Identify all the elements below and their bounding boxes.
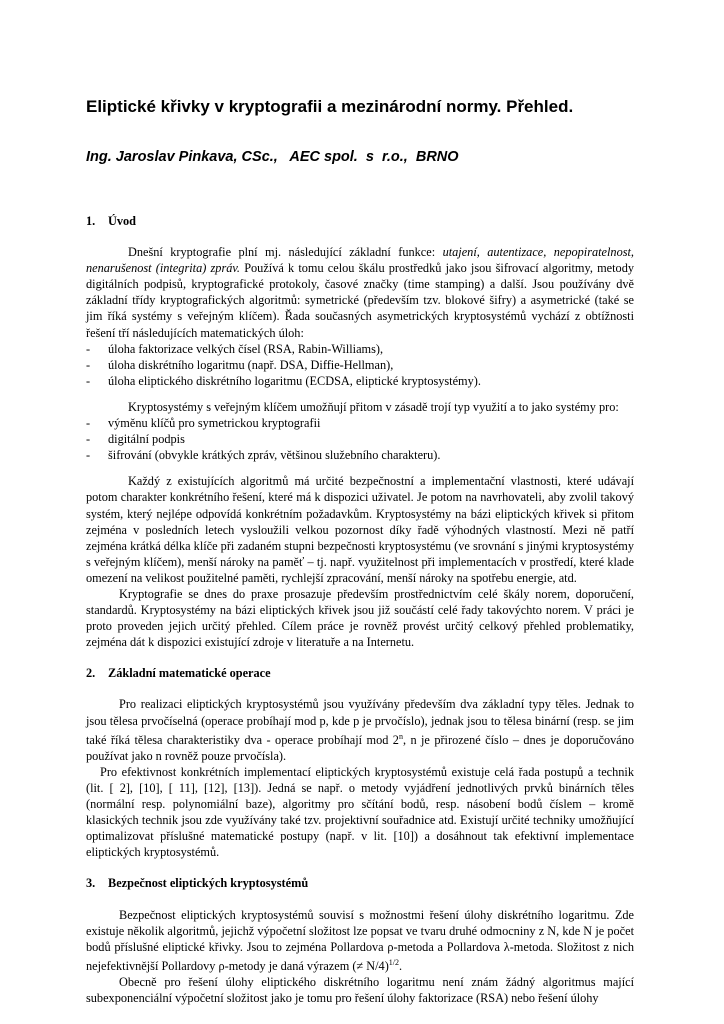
section-number: 2. — [86, 666, 96, 681]
document-body — [86, 213, 634, 1006]
section-number: 1. — [86, 214, 96, 228]
bullet-list — [86, 341, 634, 389]
list-item: - digitální podpis — [86, 432, 185, 447]
paragraph: Kryptosystémy s veřejným klíčem umožňují přitom v zásadě trojí typ využití a to jako systémy pro: — [128, 399, 619, 414]
paragraph: Obecně pro řešení úlohy eliptického diskrétního logaritmu není znám žádný algoritmus mající subexponenciální výpočetní složitost jako je tomu pro řešení úlohy faktorizace (RSA) nebo řešení úlohy — [86, 975, 634, 1006]
bullet-list — [86, 415, 634, 463]
section-number: 3. — [86, 876, 96, 891]
section-title: Základní matematické operace — [108, 666, 271, 681]
paragraph: Pro realizaci eliptických kryptosystémů jsou využívány především dva základní typy těles. Jednak to jsou tělesa prvočíselná (operace probíhají mod p, kde p je prvočíslo), jednak jsou to tělesa binární (resp. se jim také říká tělesa charakteristiky dva - operace probíhají mod 2$^n$, n je přirozené číslo – dnes je doporučováno používat jako n rovněž pouze prvočísla). — [86, 697, 634, 763]
list-item: - šifrování (obvykle krátkých zpráv, většinou služebního charakteru). — [86, 448, 441, 463]
paragraph: Každý z existujících algoritmů má určité bezpečnostní a implementační vlastnosti, které udávají potom charakter konkrétního řešení, které má k dispozici uživatel. Je potom na navrhovateli, aby zvolil takový systém, který nejlépe odpovídá konkrétním požadavkům. Kryptosystémy na bázi eliptických křivek si přitom zejména v posledních letech vysloužili velkou pozornost díky řadě výhodných vlastností. Mezi ně patří zejména krátká délka klíče při zadaném stupni bezpečnosti kryptosystému (ve srovnání s jinými kryptosystémy s veřejným klíčem), menší nároky na paměť – tj. např. využitelnost při implementacích v prostředí, které klade omezení na velikost použitelné paměti, rychlejší zpracování, menší nároky na spotřebu energie, atd. — [86, 474, 634, 585]
paragraph: Bezpečnost eliptických kryptosystémů souvisí s možnostmi řešení úlohy diskrétního logaritmu. Zde existuje několik algoritmů, jejichž výpočetní složitost lze popsat ve tvaru druhé odmocniny z N, kde N je počet bodů příslušné eliptické křivky. Jsou to zejména Pollardova ρ-metoda a Pollardova λ-metoda. Složitost z nich nejefektivnější Pollardovy ρ-metody je daná výrazem (≠ N/4)$^{1/2}$. — [86, 907, 634, 973]
section-heading-3 — [86, 875, 634, 891]
list-item: - výměnu klíčů pro symetrickou kryptografii — [86, 416, 321, 431]
paragraph: Pro efektivnost konkrétních implementací eliptických kryptosystémů existuje celá řada postupů a technik (lit. [ 2], [10], [ 11], [12], [13]). Jedná se např. o metody vyjádření jednotlivých prvků binárních těles (normální resp. polynomiální baze), algoritmy pro sčítání bodů, resp. násobení bodů číslem – kromě klasických technik jsou zde využívány také tzv. projektivní souřadnice atd. Existují určité techniky umožňující optimalizovat příslušné matematické postupy (např. v lit. [10]) a dosáhnout tak efektivní implementace eliptických kryptosystémů. — [86, 764, 634, 860]
list-item: - úloha diskrétního logaritmu (např. DSA, Diffie-Hellman), — [86, 357, 394, 372]
paragraph: Kryptografie se dnes do praxe prosazuje především prostřednictvím celé škály norem, doporučení, standardů. Kryptosystémy na bázi eliptických křivek jsou již součástí celé řady takovýchto norem. V práci je proto proveden jejich určitý přehled. Cílem práce je rovněž provést určitý celkový přehled problematiky, zejména dát k dispozici existující zdroje v literatuře a na Internetu. — [86, 586, 634, 650]
list-item: - úloha eliptického diskrétního logaritmu (ECDSA, eliptické kryptosystémy). — [86, 373, 481, 388]
section-title: Bezpečnost eliptických kryptosystémů — [108, 876, 309, 891]
section-heading-2 — [86, 665, 634, 681]
document-title: Eliptické křivky v kryptografii a mezinárodní normy. Přehled. — [86, 97, 574, 116]
section-title: Úvod — [108, 214, 137, 228]
list-item: - úloha faktorizace velkých čísel (RSA, Rabin-Williams), — [86, 341, 384, 356]
paragraph: Dnešní kryptografie plní mj. následující základní funkce: utajení, autentizace, nepopiratelnost, nenarušenost (integrita) zpráv. Používá k tomu celou škálu prostředků jako jsou šifrovací algoritmy, metody digitálních podpisů, kryptografické protokoly, časové značky (time stamping) a další. Jsou používány dvě základní třídy kryptografických algoritmů: symetrické (především tzv. blokové šifry) a asymetrické (také se jim říká systémy s veřejným klíčem). Řada současných asymetrických kryptosystémů vychází z obtížnosti řešení tří následujících matematických úloh: — [86, 245, 634, 340]
section-heading-1 — [86, 213, 634, 229]
author-line: Ing. Jaroslav Pinkava, CSc., AEC spol. s r.o., BRNO — [86, 149, 459, 165]
